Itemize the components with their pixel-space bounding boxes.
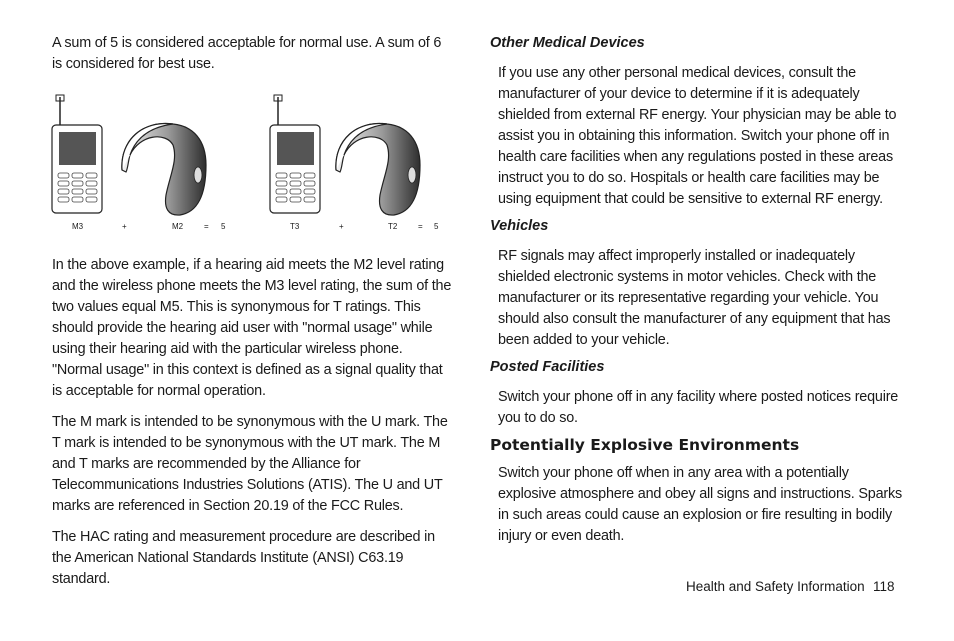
footer-section-title: Health and Safety Information [686,579,865,594]
left-column-body [52,255,452,600]
example-paragraph: In the above example, if a hearing aid meets the M2 level rating and the wireless phone meets the M3 level rating, the sum of the two values equal M5. This is synonymous for T ratings. This should provide the hearing aid user with "normal usage" while using their hearing aid with the particular wireless phone. "Normal usage" in this context is defined as a signal quality that is acceptable for normal operation. [52,257,452,399]
phone-icon [270,95,320,213]
phone-icon [52,95,102,213]
equals-sign: = [204,222,209,231]
right-column [490,33,910,553]
section-heading-explosive-environments: Potentially Explosive Environments [490,436,800,454]
equals-sign: = [418,222,423,231]
section-body-posted-facilities: Switch your phone off in any facility where posted notices require you to do so. [498,389,899,426]
sum-value: 5 [221,222,226,231]
marks-paragraph: The M mark is intended to be synonymous with the U mark. The T mark is intended to be synonymous with the UT mark. The M and T marks are recommended by the Alliance for Telecommunications Industries Solutions (ATIS). The U and UT marks are referenced in Section 20.19 of the FCC Rules. [52,414,448,514]
section-body-vehicles: RF signals may affect improperly installed or inadequately shielded electronic systems in motor vehicles. Check with the manufacturer or its representative regarding your vehicle. You should also consult the manufacturer of any equipment that has been added to your vehicle. [498,248,891,348]
section-heading-vehicles: Vehicles [490,218,549,234]
page-number: 118 [873,579,895,594]
intro-paragraph: A sum of 5 is considered acceptable for normal use. A sum of 6 is considered for best use. [52,35,442,72]
plus-sign: + [339,222,344,231]
section-body-medical-devices: If you use any other personal medical devices, consult the manufacturer of your device to determine if it is adequately shielded from external RF energy. Your physician may be able to assist you in obtaining this information. Switch your phone off in health care facilities when any regulations posted in these areas instruct you to do so. Hospitals or health care facilities may be using equipment that could be sensitive to external RF energy. [498,65,897,207]
section-body-explosive-environments: Switch your phone off when in any area with a potentially explosive atmosphere and obey all signs and instructions. Sparks in such areas could cause an explosion or fire resulting in bodily injury or even death. [498,465,902,544]
phone-rating-label: T3 [290,222,300,231]
hearing-aid-icon [336,123,420,215]
hearing-aid-rating-label: T2 [388,222,398,231]
left-column [52,33,452,85]
standard-paragraph: The HAC rating and measurement procedure are described in the American National Standards Institute (ANSI) C63.19 standard. [52,529,435,587]
section-heading-medical-devices: Other Medical Devices [490,35,645,51]
phone-rating-label: M3 [72,222,84,231]
plus-sign: + [122,222,127,231]
hearing-aid-icon [122,123,206,215]
section-heading-posted-facilities: Posted Facilities [490,359,605,375]
hearing-aid-rating-label: M2 [172,222,184,231]
sum-value: 5 [434,222,439,231]
